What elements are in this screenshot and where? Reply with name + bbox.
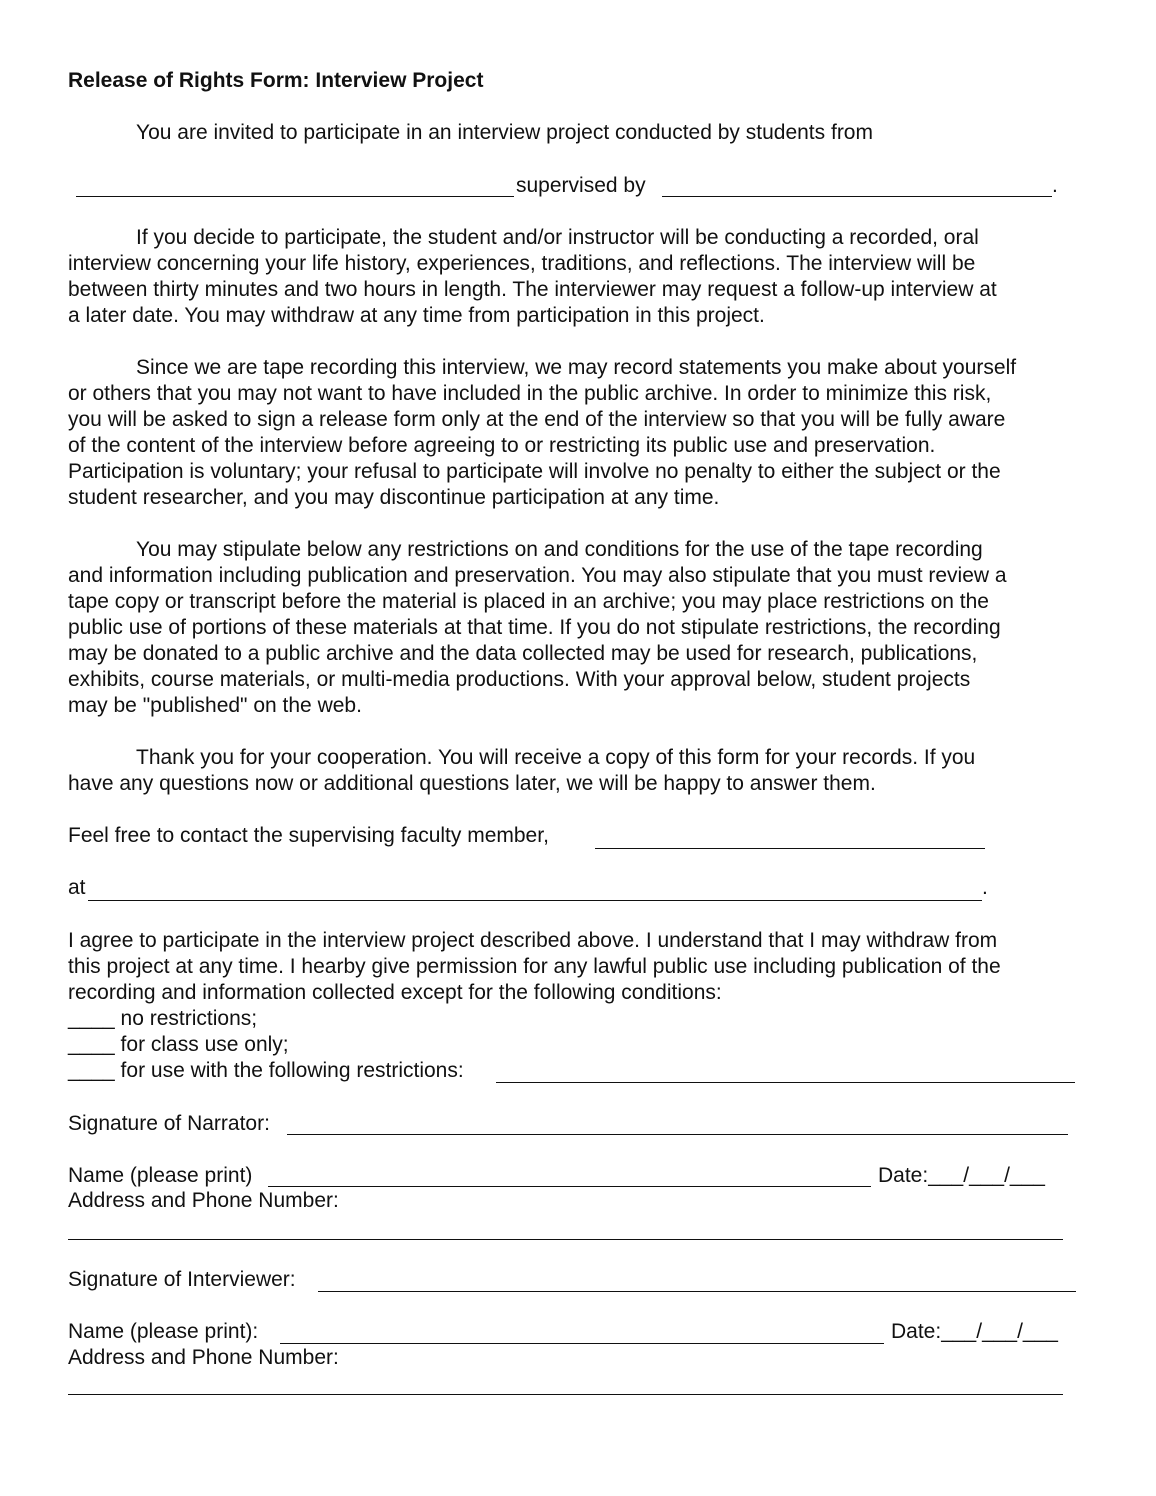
paragraph-line: interview concerning your life history, experiences, traditions, and reflections. The interview will be xyxy=(68,252,976,275)
paragraph-line: you will be asked to sign a release form only at the end of the interview so that you will be fully aware xyxy=(68,408,1006,431)
period: . xyxy=(1052,174,1058,197)
paragraph-line: of the content of the interview before agreeing to or restricting its public use and preservation. xyxy=(68,434,936,457)
school-blank[interactable] xyxy=(76,196,514,197)
narrator-address-label: Address and Phone Number: xyxy=(68,1189,339,1212)
intro-text: You are invited to participate in an interview project conducted by students from xyxy=(136,121,873,144)
supervisor-blank[interactable] xyxy=(662,196,1052,197)
paragraph-line: You may stipulate below any restrictions on and conditions for the use of the tape recording xyxy=(136,538,983,561)
interviewer-signature-blank[interactable] xyxy=(318,1291,1076,1292)
supervised-by-label: supervised by xyxy=(516,174,646,197)
interviewer-name-label: Name (please print): xyxy=(68,1320,259,1343)
restriction-option[interactable]: ____ no restrictions; xyxy=(68,1007,258,1030)
narrator-date-field[interactable]: Date:___/___/___ xyxy=(878,1164,1045,1187)
at-label: at xyxy=(68,876,86,899)
interviewer-address-label: Address and Phone Number: xyxy=(68,1346,339,1369)
paragraph-line: If you decide to participate, the student and/or instructor will be conducting a recorded, oral xyxy=(136,226,979,249)
paragraph-line: and information including publication and preservation. You may also stipulate that you must review a xyxy=(68,564,1007,587)
restrictions-blank[interactable] xyxy=(496,1082,1075,1083)
paragraph-line: have any questions now or additional questions later, we will be happy to answer them. xyxy=(68,772,876,795)
interviewer-date-field[interactable]: Date:___/___/___ xyxy=(891,1320,1058,1343)
faculty-blank[interactable] xyxy=(595,848,985,849)
agreement-line: this project at any time. I hearby give permission for any lawful public use including publication of the xyxy=(68,955,1001,978)
restriction-option[interactable]: ____ for class use only; xyxy=(68,1033,289,1056)
interviewer-signature-label: Signature of Interviewer: xyxy=(68,1268,296,1291)
narrator-signature-label: Signature of Narrator: xyxy=(68,1112,270,1135)
narrator-signature-blank[interactable] xyxy=(287,1134,1068,1135)
contact-label: Feel free to contact the supervising faculty member, xyxy=(68,824,549,847)
interviewer-address-blank[interactable] xyxy=(68,1394,1063,1395)
period: . xyxy=(982,876,988,899)
paragraph-line: public use of portions of these materials at that time. If you do not stipulate restrictions, the recording xyxy=(68,616,1001,639)
paragraph-line: a later date. You may withdraw at any time from participation in this project. xyxy=(68,304,765,327)
contact-info-blank[interactable] xyxy=(88,900,982,901)
restriction-option[interactable]: ____ for use with the following restrictions: xyxy=(68,1059,464,1082)
narrator-address-blank[interactable] xyxy=(68,1239,1063,1240)
page-title: Release of Rights Form: Interview Project xyxy=(68,69,484,92)
paragraph-line: Thank you for your cooperation. You will receive a copy of this form for your records. If you xyxy=(136,746,976,769)
agreement-line: I agree to participate in the interview project described above. I understand that I may withdraw from xyxy=(68,929,998,952)
paragraph-line: tape copy or transcript before the material is placed in an archive; you may place restrictions on the xyxy=(68,590,989,613)
paragraph-line: Participation is voluntary; your refusal to participate will involve no penalty to either the subject or the xyxy=(68,460,1001,483)
paragraph-line: exhibits, course materials, or multi-media productions. With your approval below, student projects xyxy=(68,668,971,691)
paragraph-line: between thirty minutes and two hours in length. The interviewer may request a follow-up interview at xyxy=(68,278,997,301)
paragraph-line: or others that you may not want to have included in the public archive. In order to minimize this risk, xyxy=(68,382,992,405)
paragraph-line: Since we are tape recording this interview, we may record statements you make about yourself xyxy=(136,356,1017,379)
narrator-name-blank[interactable] xyxy=(268,1186,871,1187)
paragraph-line: may be "published" on the web. xyxy=(68,694,362,717)
paragraph-line: may be donated to a public archive and the data collected may be used for research, publications, xyxy=(68,642,978,665)
interviewer-name-blank[interactable] xyxy=(280,1343,884,1344)
narrator-name-label: Name (please print) xyxy=(68,1164,253,1187)
paragraph-line: student researcher, and you may discontinue participation at any time. xyxy=(68,486,720,509)
agreement-line: recording and information collected except for the following conditions: xyxy=(68,981,722,1004)
